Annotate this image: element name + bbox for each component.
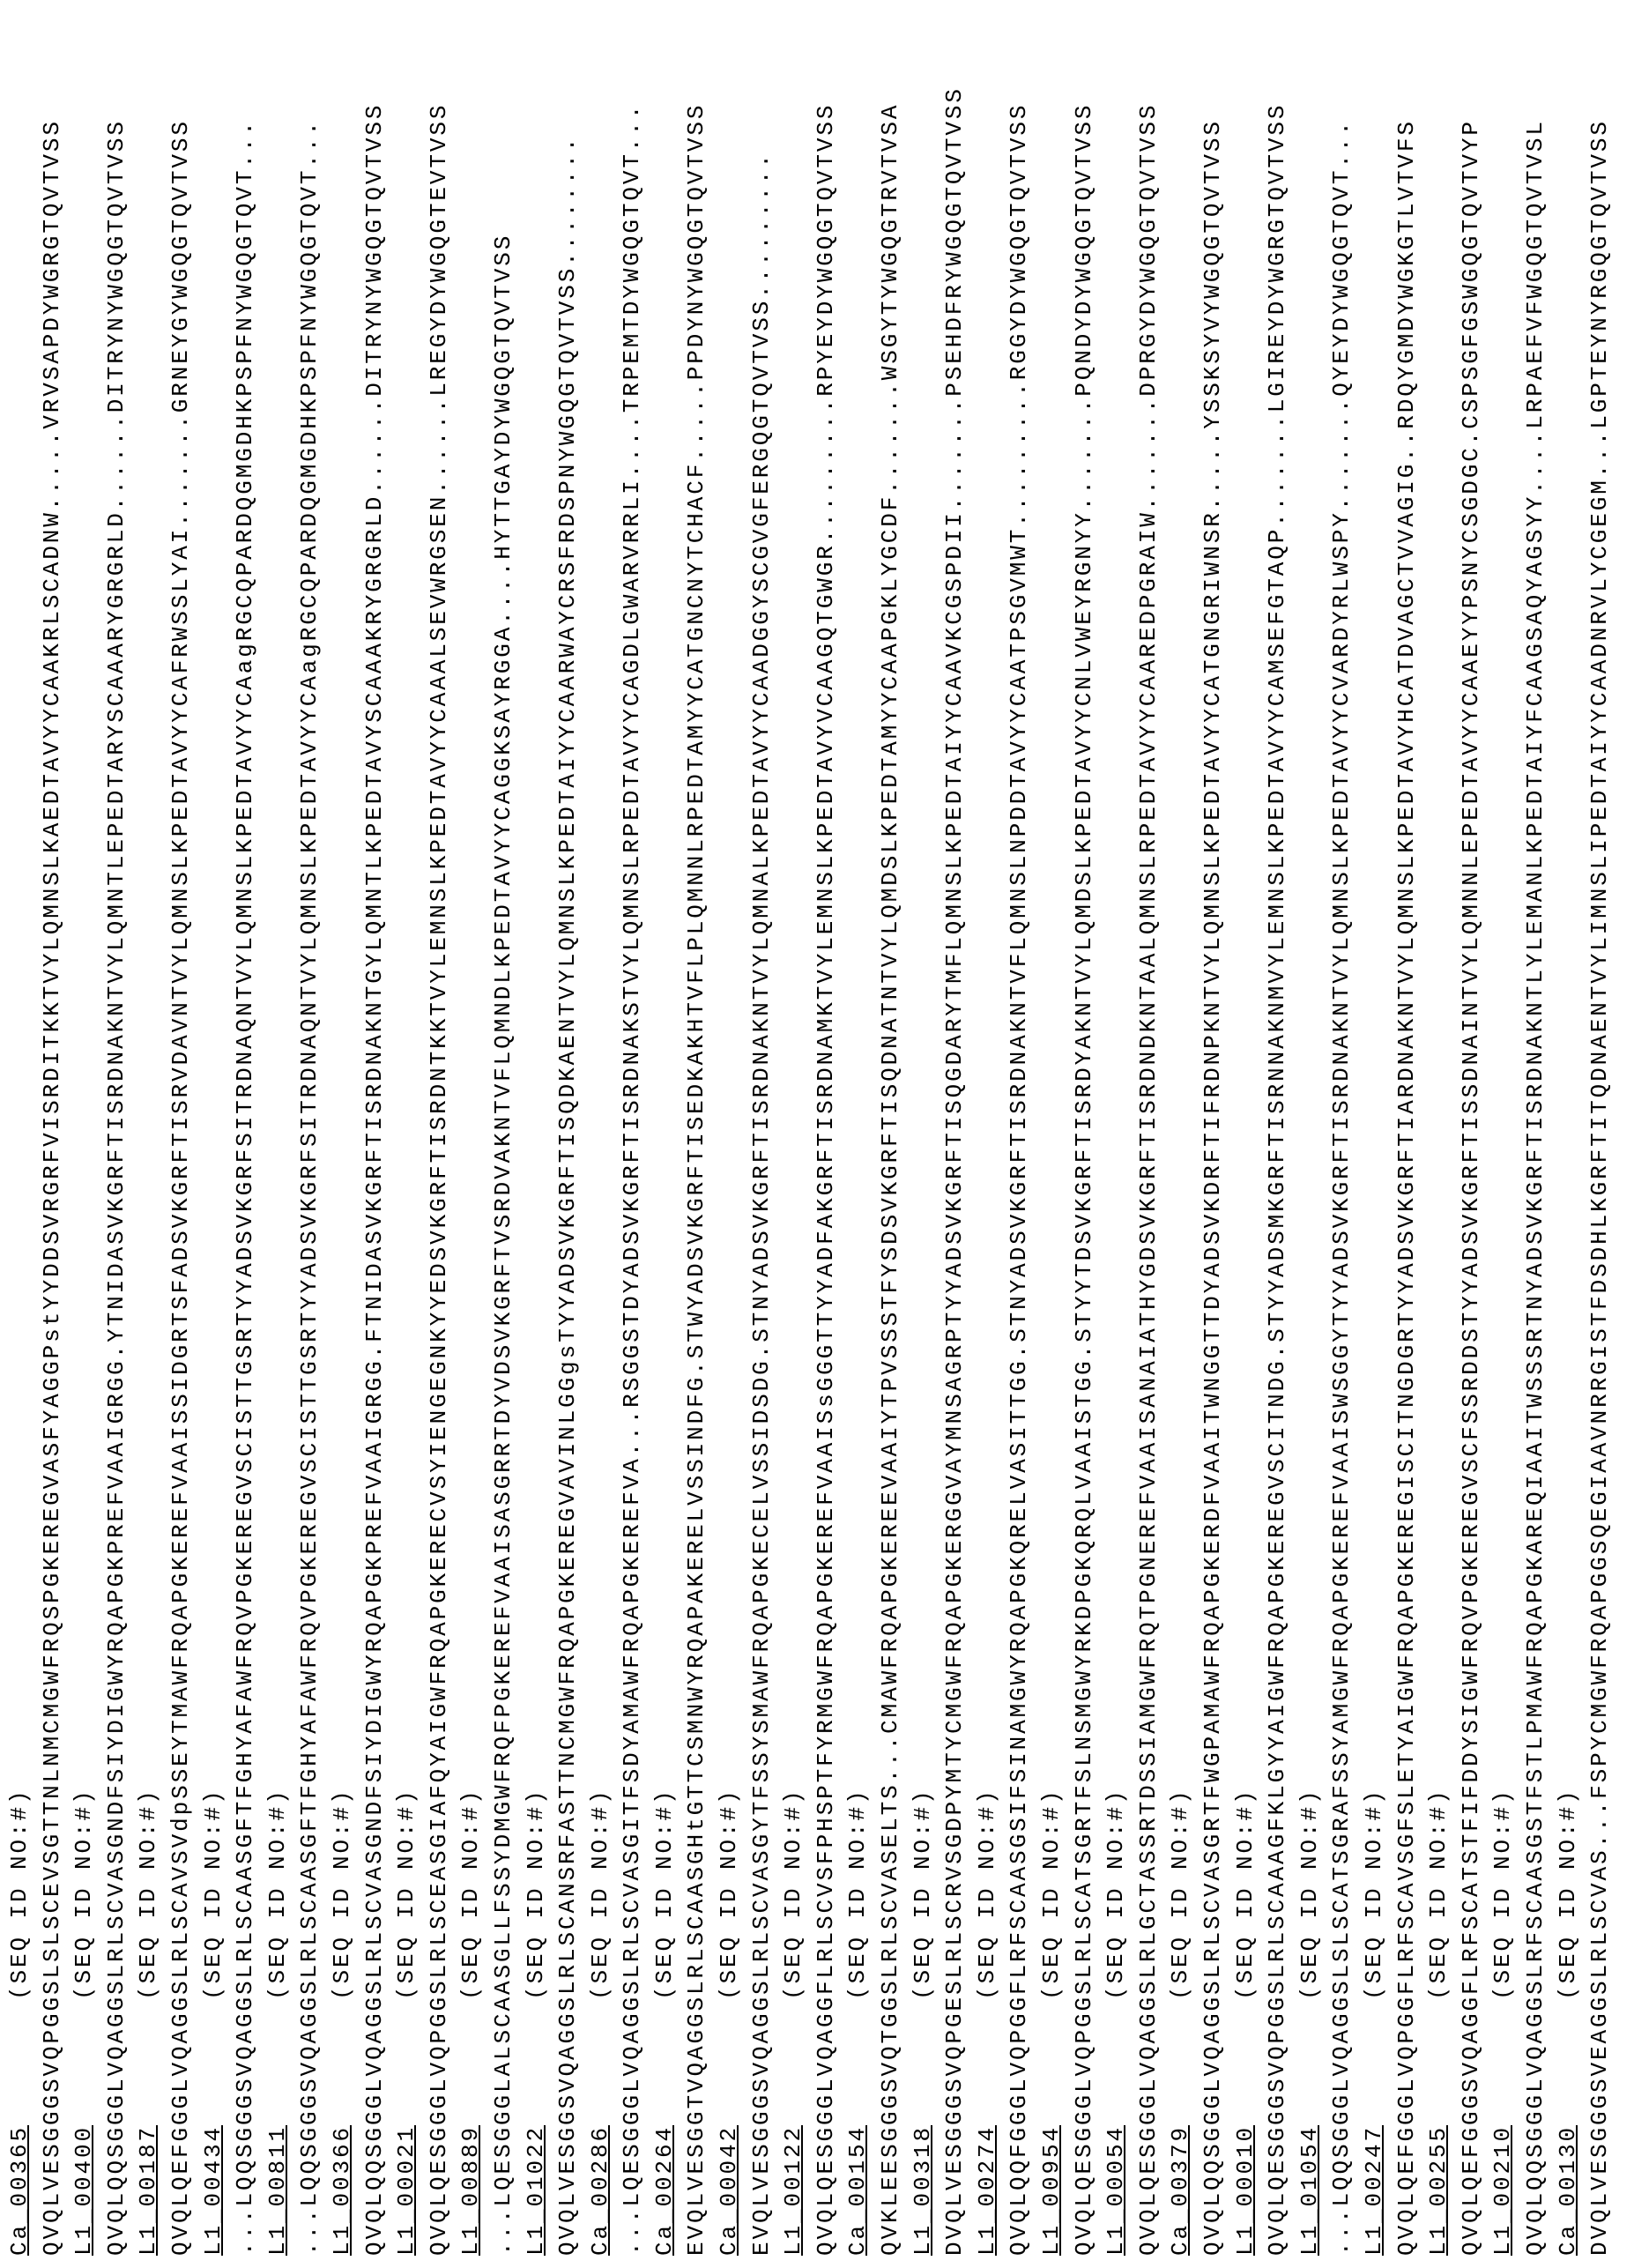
clone-label: L1_00010 — [1229, 2000, 1262, 2256]
entry-header — [1358, 0, 1391, 2256]
entry-header — [777, 0, 810, 2256]
sequence-line: ...LQESGGGLVQAGGSLRLSCVASGITFSDYAMAWFRQAPGKEREFVA...RSGGSTDYADSVKGRFTISRDNAKSTVYLQMNSLRPEDTAVYYCAGDLGWARVRRLI....TRPEMTDYWGQGTQVT... — [616, 0, 649, 2256]
entry-header — [584, 0, 617, 2256]
seq-id-label: (SEQ ID NO:#) — [1294, 1788, 1326, 2000]
sequence-line: DVQLVESGGGSVEAGGSLRLSCVAS...FSPYCMGWFRQAPGGSQEGIAAVNRRGISTFDSDHLKGRFTITQDNAENTVYLIMNSLIPEDTAIYYCAADNRVLYCGEGM...LGPTEYNYRGQGTQVTVSS — [1584, 0, 1616, 2256]
entry-header — [713, 0, 746, 2256]
seq-id-label: (SEQ ID NO:#) — [520, 1788, 553, 2000]
clone-label: Ca_00154 — [842, 2000, 874, 2256]
seq-id-label: (SEQ ID NO:#) — [1358, 1788, 1391, 2000]
clone-label: L1_00400 — [68, 2000, 100, 2256]
clone-label: L1_00318 — [907, 2000, 940, 2256]
clone-label: L1_00954 — [1036, 2000, 1068, 2256]
seq-id-label: (SEQ ID NO:#) — [713, 1788, 746, 2000]
entry-header — [907, 0, 940, 2256]
entry-header — [842, 0, 874, 2256]
seq-id-label: (SEQ ID NO:#) — [4, 1788, 36, 2000]
clone-label: L1_00247 — [1358, 2000, 1391, 2256]
entry-header — [649, 0, 681, 2256]
entry-header — [1487, 0, 1519, 2256]
sequence-line: ...LQQSGGGSVQAGGSLRLSCAASGFTFGHYAFAWFRQVPGKEREGVSCISTTGSRTYYADSVKGRFSITRDNAQNTVYLQMNSLKPEDTAVYYCAagRGCQPARDQGMGDHKPSPFNYWGQGTQVT... — [229, 0, 262, 2256]
seq-id-label: (SEQ ID NO:#) — [68, 1788, 100, 2000]
seq-id-label: (SEQ ID NO:#) — [1036, 1788, 1068, 2000]
sequence-line: QVQLQQSGGGLVQAGGSLRLSCVASGRTFWGPAMAWFRQAPGKERDFVAAITWNGGTTDYADSVKDRFTIFRDNPKNTVYLQMNSLKPEDTAVYYCATGNGRIWNSR.....YSSKSYVYWGQGTQVTVSS — [1197, 0, 1229, 2256]
clone-label: Ca_00379 — [1164, 2000, 1197, 2256]
entry-header — [1229, 0, 1262, 2256]
entry-header — [455, 0, 487, 2256]
seq-id-label: (SEQ ID NO:#) — [1552, 1788, 1585, 2000]
seq-id-label: (SEQ ID NO:#) — [1487, 1788, 1519, 2000]
clone-label: L1_00187 — [132, 2000, 165, 2256]
seq-id-label: (SEQ ID NO:#) — [1422, 1788, 1455, 2000]
clone-label: L1_00255 — [1422, 2000, 1455, 2256]
seq-id-label: (SEQ ID NO:#) — [649, 1788, 681, 2000]
seq-id-label: (SEQ ID NO:#) — [390, 1788, 423, 2000]
entry-header — [197, 0, 230, 2256]
sequence-line: QVQLQESGGGLVQPGGSLRLSCATSGRTFSLNSMGWYRKDPGKQRQLVAAISTGG.STYYTDSVKGRFTISRDYAKNTVYLQMDSLKPEDTAVYYCNLVWEYRGNYY.......PQNDYDYWGQGTQVTVSS — [1068, 0, 1101, 2256]
sequence-line: QVQLQQSGGGLVQAGGSLRFSCAASGSTFSTLPMAWFRQAPGKAREQIAAITWSSSRTNYADSVKGRFTISRDNAKNTLYLEMANLKPEDTAIYFCAAGSAQYAGSYY....LRPAEFVFWGQGTQVTVSL — [1519, 0, 1552, 2256]
clone-label: L1_01022 — [520, 2000, 553, 2256]
entry-header — [390, 0, 423, 2256]
entry-header — [132, 0, 165, 2256]
sequence-line: QVQLVESGGSVQAGGSLRLSCANSRFASTTNCMGWFRQAPGKEREGVAVINLGGgsTYYADSVKGRFTISQDKAENTVYLQMNSLKPEDTAIYYCAARWAYCRSFRDSPNYWGQGTQVTVSS........ — [552, 0, 584, 2256]
sequence-line: ...LQESGGGLALSCAASGLLFSSYDMGWFRQFPGKEREFVAAISASGRRTDYVDSVKGRFTVSRDVAKNTVFLQMNDLKPEDTAVYYCAGGKSAYRGGA....HYTTGAYDYWGQGTQVTVSS — [487, 0, 520, 2256]
seq-id-label: (SEQ ID NO:#) — [907, 1788, 940, 2000]
seq-id-label: (SEQ ID NO:#) — [777, 1788, 810, 2000]
entry-header — [68, 0, 100, 2256]
clone-label: L1_00054 — [1100, 2000, 1133, 2256]
entry-header — [1552, 0, 1585, 2256]
sequence-line: EVQLVESGGTVQAGGSLRLSCAASGHtGTTCSMNWYRQAPAKERELVSSINDFG.STWYADSVKGRFTISEDKAKHTVFLPLQMNNLRPEDTAMYYCATGNCNYTCHACF.....PPDYNYWGQGTQVTVSS — [680, 0, 713, 2256]
entry-header — [1422, 0, 1455, 2256]
clone-label: L1_00811 — [262, 2000, 294, 2256]
entry-header — [520, 0, 553, 2256]
clone-label: L1_00434 — [197, 2000, 230, 2256]
sequence-line: QVQLQEFGGGLVQAGGSLRLSCAVSVdpSSEYTMAWFRQAPGKEREFVAAISSIDGRTSFADSVKGRFTISRVDAVNTVYLQMNSLKPEDTAVYYCAFRWSSLYAI.......GRNEYGYWGQGTQVTVSS — [165, 0, 197, 2256]
clone-label: Ca_00264 — [649, 2000, 681, 2256]
seq-id-label: (SEQ ID NO:#) — [971, 1788, 1004, 2000]
sequence-line: QVQLQESGGGLVQAGGSLRLGCTASSRTDSSIAMGWFRQTPGNEREFVAAISANAIATHYGDSVKGRFTISRDNDKNTAALQMNSLRPEDTAVYYCAAREDPGRAIW.......DPRGYDYWGQGTQVTVSS — [1133, 0, 1165, 2256]
sequence-line: ...LQQSGGGSVQAGGSLRLSCAASGFTFGHYAFAWFRQVPGKEREGVSCISTTGSRTYYADSVKGRFSITRDNAQNTVYLQMNSLKPEDTAVYYCAagRGCQPARDQGMGDHKPSPFNYWGQGTQVT... — [293, 0, 326, 2256]
sequence-line: DVQLVESGGGSVQPGESLRLSCRVSGDPYMTYCMGWFRQAPGKERGGVAYMNSAGRPTYYADSVKGRFTISQGDARYTMFLQMNSLKPEDTAIYYCAAVKCGSPDII.......PSEHDFRYWGQGTQVTVSS — [939, 0, 971, 2256]
entry-header — [1100, 0, 1133, 2256]
clone-label: L1_00122 — [777, 2000, 810, 2256]
sequence-line: QVQLQESGGGLVQAGGFLRLSCVSFPHSPTFYRMGWFRQAPGKEREFVAAISsGGGTTYYADFAKGRFTISRDNAMKTVYLEMNSLKPEDTAVYVCAAGQTGWGR.........RPYEYDYWGQGTQVTVSS — [810, 0, 843, 2256]
seq-id-label: (SEQ ID NO:#) — [1164, 1788, 1197, 2000]
clone-label: L1_01054 — [1294, 2000, 1326, 2256]
entry-header — [1294, 0, 1326, 2256]
clone-label: Ca_00042 — [713, 2000, 746, 2256]
clone-label: L1_00210 — [1487, 2000, 1519, 2256]
sequence-line: ...LQQSGGGLVQAGGSLSLSCATSGRAFSSYAMGWFRQAPGKEREFVAAISWSGGYTYYADSVKGRFTISRDNAKNTVYLQMNSLKPEDTAVYYCVARDYRLWSPY.......QYEYDYWGQGTQVT... — [1326, 0, 1358, 2256]
seq-id-label: (SEQ ID NO:#) — [1100, 1788, 1133, 2000]
sequence-line: QVQLQEFGGGSVQAGGFLRFSCATSTFIFDDYSIGWFRQVPGKEREGVSCFSSRDDSTYYADSVKGRFTISSDNAINTVYLQMNNLEPEDTAVYYCAAEYYPSNYCSGDGC.CSPSGFGSWGQGTQVTVYP — [1455, 0, 1488, 2256]
clone-label: L1_00274 — [971, 2000, 1004, 2256]
clone-label: Ca_00130 — [1552, 2000, 1585, 2256]
seq-id-label: (SEQ ID NO:#) — [197, 1788, 230, 2000]
seq-id-label: (SEQ ID NO:#) — [842, 1788, 874, 2000]
clone-label: L1_00366 — [326, 2000, 359, 2256]
sequence-line: QVQLQESGGGSVQPGGSLRLSCAAAGFKLGYYAIGWFRQAPGKEREGVSCITNDG.STYYADSMKGRFTISRNNAKNMVYLEMNSLKPEDTAVYYCAMSEFGTAQP.......LGIREYDYWGRGTQVTVSS — [1261, 0, 1294, 2256]
sequence-alignment-page — [0, 0, 1634, 2268]
sequence-line: QVKLEESGGGSVQTGGSLRLSCVASELTS...CMAWFRQAPGKEREEVAAIYTPVSSSTFYSDSVKGRFTISQDNATNTVYLQMDSLKPEDTAMYYCAAPGKLYGCDF.......WSGYTYWGQGTRVTVSA — [874, 0, 907, 2256]
sequence-line: QVQLQESGGGLVQPGGSLRLSCEASGIAFQYAIGWFRQAPGKERECVSYIENGEGNKYYEDSVKGRFTISRDNTKKTVYLEMNSLKPEDTAVYYCAAALSEVWRGSEN......LREGYDYWGQGTEVTVSS — [423, 0, 456, 2256]
seq-id-label: (SEQ ID NO:#) — [262, 1788, 294, 2000]
seq-id-label: (SEQ ID NO:#) — [326, 1788, 359, 2000]
entry-header — [4, 0, 36, 2256]
entry-header — [971, 0, 1004, 2256]
clone-label: L1_00021 — [390, 2000, 423, 2256]
seq-id-label: (SEQ ID NO:#) — [1229, 1788, 1262, 2000]
sequence-line: QVQLQQSGGGLVQAGGSLRLSCVASGNDFSIYDIGWYRQAPGKPREFVAAIGRGG.YTNIDASVKGRFTISRDNAKNTVYLQMNTLEPEDTARYSCAAARYGRGRLD......DITRYNYWGQGTQVTVSS — [100, 0, 133, 2256]
sequence-line: QVQLVESGGGSVQPGGSLSLSCEVSGTTNLNMCMGWFRQSPGKEREGVASFYAGGPstYYDDSVRGRFVISRDITKKTVYLQMNSLKAEDTAVYYCAAKRLSCADNW.....VRVSAPDYWGRGTQVTVSS — [36, 0, 69, 2256]
seq-id-label: (SEQ ID NO:#) — [584, 1788, 617, 2000]
seq-id-label: (SEQ ID NO:#) — [455, 1788, 487, 2000]
entry-header — [262, 0, 294, 2256]
clone-label: Ca_00365 — [4, 2000, 36, 2256]
entry-header — [1036, 0, 1068, 2256]
sequence-line: EVQLVESGGGSVQAGGSLRLSCVASGYTFSSYSMAWFRQAPGKECELVSSIDSDG.STNYADSVKGRFTISRDNAKNTVYLQMNALKPEDTAVYYCAADGGYSCGVGFERGQGTQVTVSS......... — [746, 0, 778, 2256]
sequence-line: QVQLQQFGGGLVQPGGFLRFSCAASGSIFSINAMGWYRQAPGKQRELVASITTGG.STNYADSVKGRFTISRDNAKNTVFLQMNSLNPDDTAVYYCAATPSGVMWT.........RGGYDYWGQGTQVTVSS — [1003, 0, 1036, 2256]
entry-header — [1164, 0, 1197, 2256]
sequence-line: QVQLQQSGGGLVQAGGSLRLSCVASGNDFSIYDIGWYRQAPGKPREFVAAIGRGG.FTNIDASVKGRFTISRDNAKNTGYLQMNTLKPEDTAVYSCAAAKRYGRGRLD......DITRYNYWGQGTQVTVSS — [359, 0, 391, 2256]
clone-label: Ca_00286 — [584, 2000, 617, 2256]
sequence-line: QVQLQEFGGGLVQPGGFLRFSCAVSGFSLETYAIGWFRQAPGKEREGISCITNGDGRTYYADSVKGRFTIARDNAKNTVYLQMNSLKPEDTAVYHCATDVAGCTVVAGIG..RDQYGMDYWGKGTLVTVFS — [1391, 0, 1423, 2256]
entry-header — [326, 0, 359, 2256]
clone-label: L1_00889 — [455, 2000, 487, 2256]
seq-id-label: (SEQ ID NO:#) — [132, 1788, 165, 2000]
